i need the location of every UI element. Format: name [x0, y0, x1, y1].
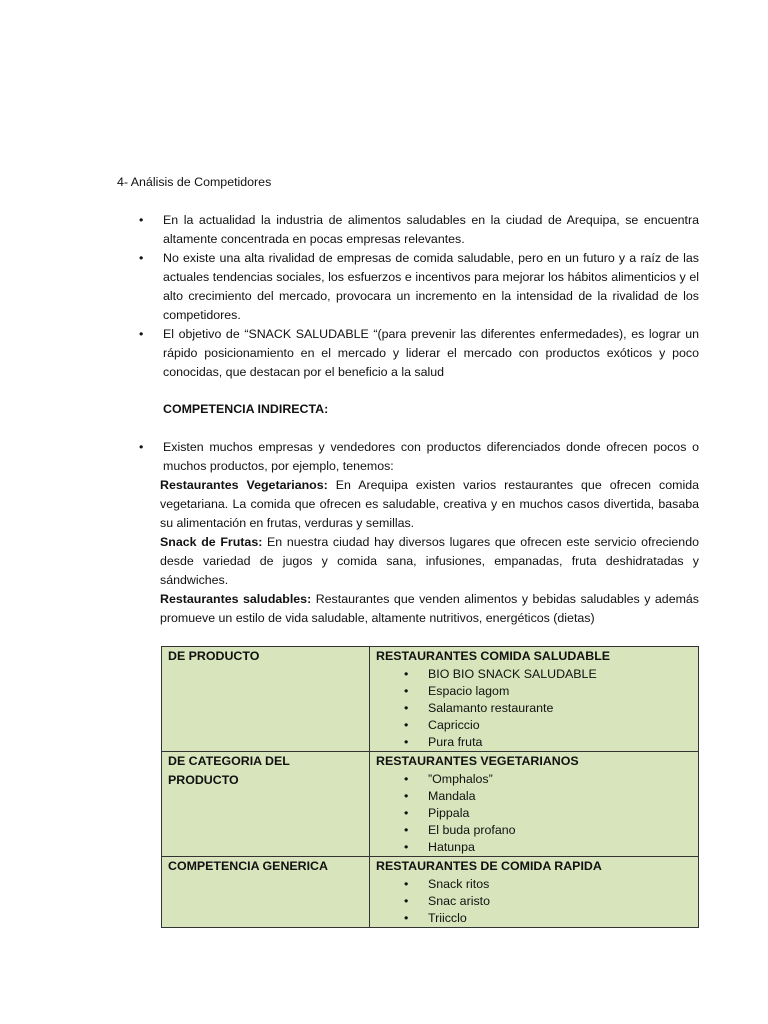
analysis-bullet-list: [136, 211, 699, 382]
table-cell-competitors: [370, 857, 699, 928]
table-cell-category: DE PRODUCTO: [162, 647, 370, 752]
list-item: [404, 876, 692, 893]
paragraph-label: Restaurantes Vegetarianos:: [160, 478, 328, 492]
item-text: Pura fruta: [428, 735, 483, 749]
bullet-text: Existen muchos empresas y vendedores con productos diferenciados donde ofrecen pocos o muchos productos, por ejemplo, tenemos:: [163, 440, 699, 473]
bullet-text: No existe una alta rivalidad de empresas de comida saludable, pero en un futuro y a raíz de las actuales tendencias sociales, los esfuerzos e incentivos para mejorar los hábitos alimenticios y el alto crecimiento del mercado, provocara un incremento en la intensidad de la rivalidad de los competidores.: [163, 251, 699, 322]
bullet-icon: •: [404, 806, 409, 820]
list-item: [136, 438, 699, 476]
competitors-table: [161, 646, 699, 928]
indirect-bullet-list: [136, 438, 699, 476]
bullet-icon: •: [139, 440, 144, 454]
item-text: Snac aristo: [428, 894, 490, 908]
bullet-icon: •: [404, 877, 409, 891]
list-item: [404, 805, 692, 822]
list-item: [136, 211, 699, 249]
indirect-competition-heading: COMPETENCIA INDIRECTA:: [163, 402, 329, 416]
paragraph-text: Restaurantes que venden alimentos y bebidas saludables y además promueve un estilo de vida saludable, altamente nutritivos, energéticos (dietas): [160, 592, 700, 625]
bullet-icon: •: [139, 251, 144, 265]
bullet-icon: •: [404, 772, 409, 786]
list-item: [404, 683, 692, 700]
bullet-text: En la actualidad la industria de alimentos saludables en la ciudad de Arequipa, se encuentra altamente concentrada en pocas empresas relevantes.: [163, 213, 699, 246]
item-text: Salamanto restaurante: [428, 701, 554, 715]
section-heading: 4- Análisis de Competidores: [117, 175, 272, 189]
competitor-list: [376, 666, 692, 751]
bullet-icon: •: [139, 327, 144, 341]
item-text: Espacio lagom: [428, 684, 510, 698]
paragraph-text: En Arequipa existen varios restaurantes que ofrecen comida vegetariana. La comida que ofrecen es saludable, creativa y en muchos casos divertida, basaba su alimentación en frutas, verduras y semillas.: [160, 478, 699, 530]
bullet-icon: •: [404, 823, 409, 837]
cell-title: RESTAURANTES DE COMIDA RAPIDA: [376, 859, 602, 873]
table-cell-competitors: [370, 647, 699, 752]
item-text: Capriccio: [428, 718, 480, 732]
table-cell-competitors: [370, 752, 699, 857]
table-row: [162, 752, 699, 857]
table-cell-category: DE CATEGORIA DEL PRODUCTO: [162, 752, 370, 857]
item-text: Mandala: [428, 789, 476, 803]
list-item: [136, 249, 699, 325]
item-text: Snack ritos: [428, 877, 490, 891]
indirect-paragraphs: [160, 476, 699, 628]
bullet-icon: •: [404, 684, 409, 698]
list-item: [404, 788, 692, 805]
bullet-icon: •: [404, 789, 409, 803]
table-row: [162, 857, 699, 928]
competitor-list: [376, 876, 692, 927]
bullet-icon: •: [404, 840, 409, 854]
cell-title: RESTAURANTES VEGETARIANOS: [376, 754, 579, 768]
bullet-icon: •: [404, 911, 409, 925]
bullet-icon: •: [139, 213, 144, 227]
bullet-icon: •: [404, 667, 409, 681]
table-cell-category: COMPETENCIA GENERICA: [162, 857, 370, 928]
list-item: [404, 839, 692, 856]
list-item: [404, 666, 692, 683]
bullet-text: El objetivo de “SNACK SALUDABLE “(para prevenir las diferentes enfermedades), es lograr un rápido posicionamiento en el mercado y liderar el mercado con productos exóticos y poco conocidas, que destacan por el beneficio a la salud: [163, 327, 699, 379]
list-item: [404, 771, 692, 788]
list-item: [136, 325, 699, 382]
list-item: [404, 700, 692, 717]
cell-title: RESTAURANTES COMIDA SALUDABLE: [376, 649, 611, 663]
list-item: [404, 910, 692, 927]
bullet-icon: •: [404, 735, 409, 749]
bullet-icon: •: [404, 894, 409, 908]
item-text: ”Omphalos”: [428, 772, 493, 786]
list-item: [404, 893, 692, 910]
competitor-list: [376, 771, 692, 856]
bullet-icon: •: [404, 701, 409, 715]
paragraph-vegetarian: [160, 476, 699, 533]
paragraph-healthy-restaurants: [160, 590, 699, 628]
table-row: [162, 647, 699, 752]
bullet-icon: •: [404, 718, 409, 732]
list-item: [404, 734, 692, 751]
item-text: El buda profano: [428, 823, 516, 837]
list-item: [404, 717, 692, 734]
paragraph-text: En nuestra ciudad hay diversos lugares que ofrecen este servicio ofreciendo desde variedad de jugos y comida sana, infusiones, empanadas, fruta deshidratadas y sándwiches.: [160, 535, 699, 587]
item-text: Hatunpa: [428, 840, 475, 854]
paragraph-label: Restaurantes saludables:: [160, 592, 312, 606]
item-text: Triicclo: [428, 911, 467, 925]
list-item: [404, 822, 692, 839]
paragraph-label: Snack de Frutas:: [160, 535, 263, 549]
item-text: BIO BIO SNACK SALUDABLE: [428, 667, 597, 681]
item-text: Pippala: [428, 806, 470, 820]
paragraph-fruit-snack: [160, 533, 699, 590]
